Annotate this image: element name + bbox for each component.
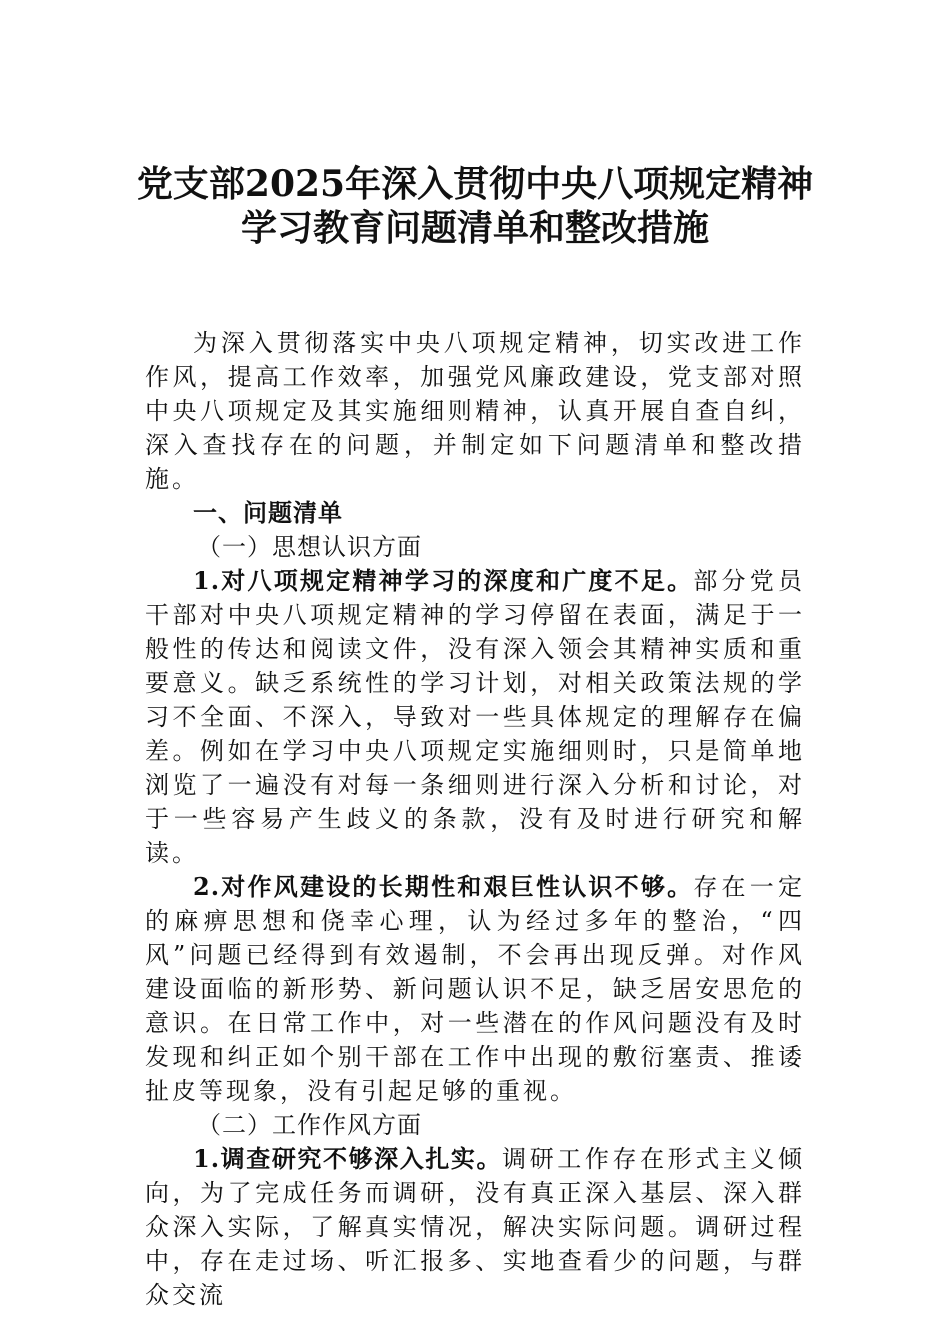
- document-body: [145, 326, 805, 1312]
- intro-paragraph: 为深入贯彻落实中央八项规定精神，切实改进工作作风，提高工作效率，加强党风廉政建设，党支部对照中央八项规定及其实施细则精神，认真开展自查自纠，深入查找存在的问题，并制定如下问题清单和整改措施。: [145, 329, 805, 493]
- problem-item-2: [145, 870, 805, 1108]
- subsection-heading-work-style: （二）工作作风方面: [197, 1111, 422, 1139]
- problem-item-2-text: 存在一定的麻痹思想和侥幸心理，认为经过多年的整治，“四风”问题已经得到有效遏制，不会再出现反弹。对作风建设面临的新形势、新问题认识不足，缺乏居安思危的意识。在日常工作中，对一些潜在的作风问题没有及时发现和纠正如个别干部在工作中出现的敷衍塞责、推诿扯皮等现象，没有引起足够的重视。: [145, 873, 806, 1105]
- problem-item-3: [145, 1142, 805, 1312]
- problem-item-2-lead: 2.对作风建设的长期性和艰巨性认识不够。: [193, 872, 694, 901]
- section-heading-problem-list: 一、问题清单: [193, 498, 343, 527]
- problem-item-1-lead: 1.对八项规定精神学习的深度和广度不足。: [193, 566, 694, 595]
- subsection-heading-ideology: （一）思想认识方面: [197, 533, 422, 561]
- problem-item-3-lead: 1.调查研究不够深入扎实。: [193, 1144, 503, 1173]
- problem-item-3-text: 调研工作存在形式主义倾向，为了完成任务而调研，没有真正深入基层、深入群众深入实际，了解真实情况，解决实际问题。调研过程中，存在走过场、听汇报多、实地查看少的问题，与群众交流: [145, 1145, 806, 1309]
- document-title-line-2: 学习教育问题清单和整改措施: [240, 207, 709, 249]
- problem-item-1-text: 部分党员干部对中央八项规定精神的学习停留在表面，满足于一般性的传达和阅读文件，没有深入领会其精神实质和重要意义。缺乏系统性的学习计划，对相关政策法规的学习不全面、不深入，导致对一些具体规定的理解存在偏差。例如在学习中央八项规定实施细则时，只是简单地浏览了一遍没有对每一条细则进行深入分析和讨论，对于一些容易产生歧义的条款，没有及时进行研究和解读。: [145, 567, 806, 867]
- document-title-line-1: 党支部2025年深入贯彻中央八项规定精神: [136, 163, 814, 205]
- problem-item-1: [145, 564, 805, 870]
